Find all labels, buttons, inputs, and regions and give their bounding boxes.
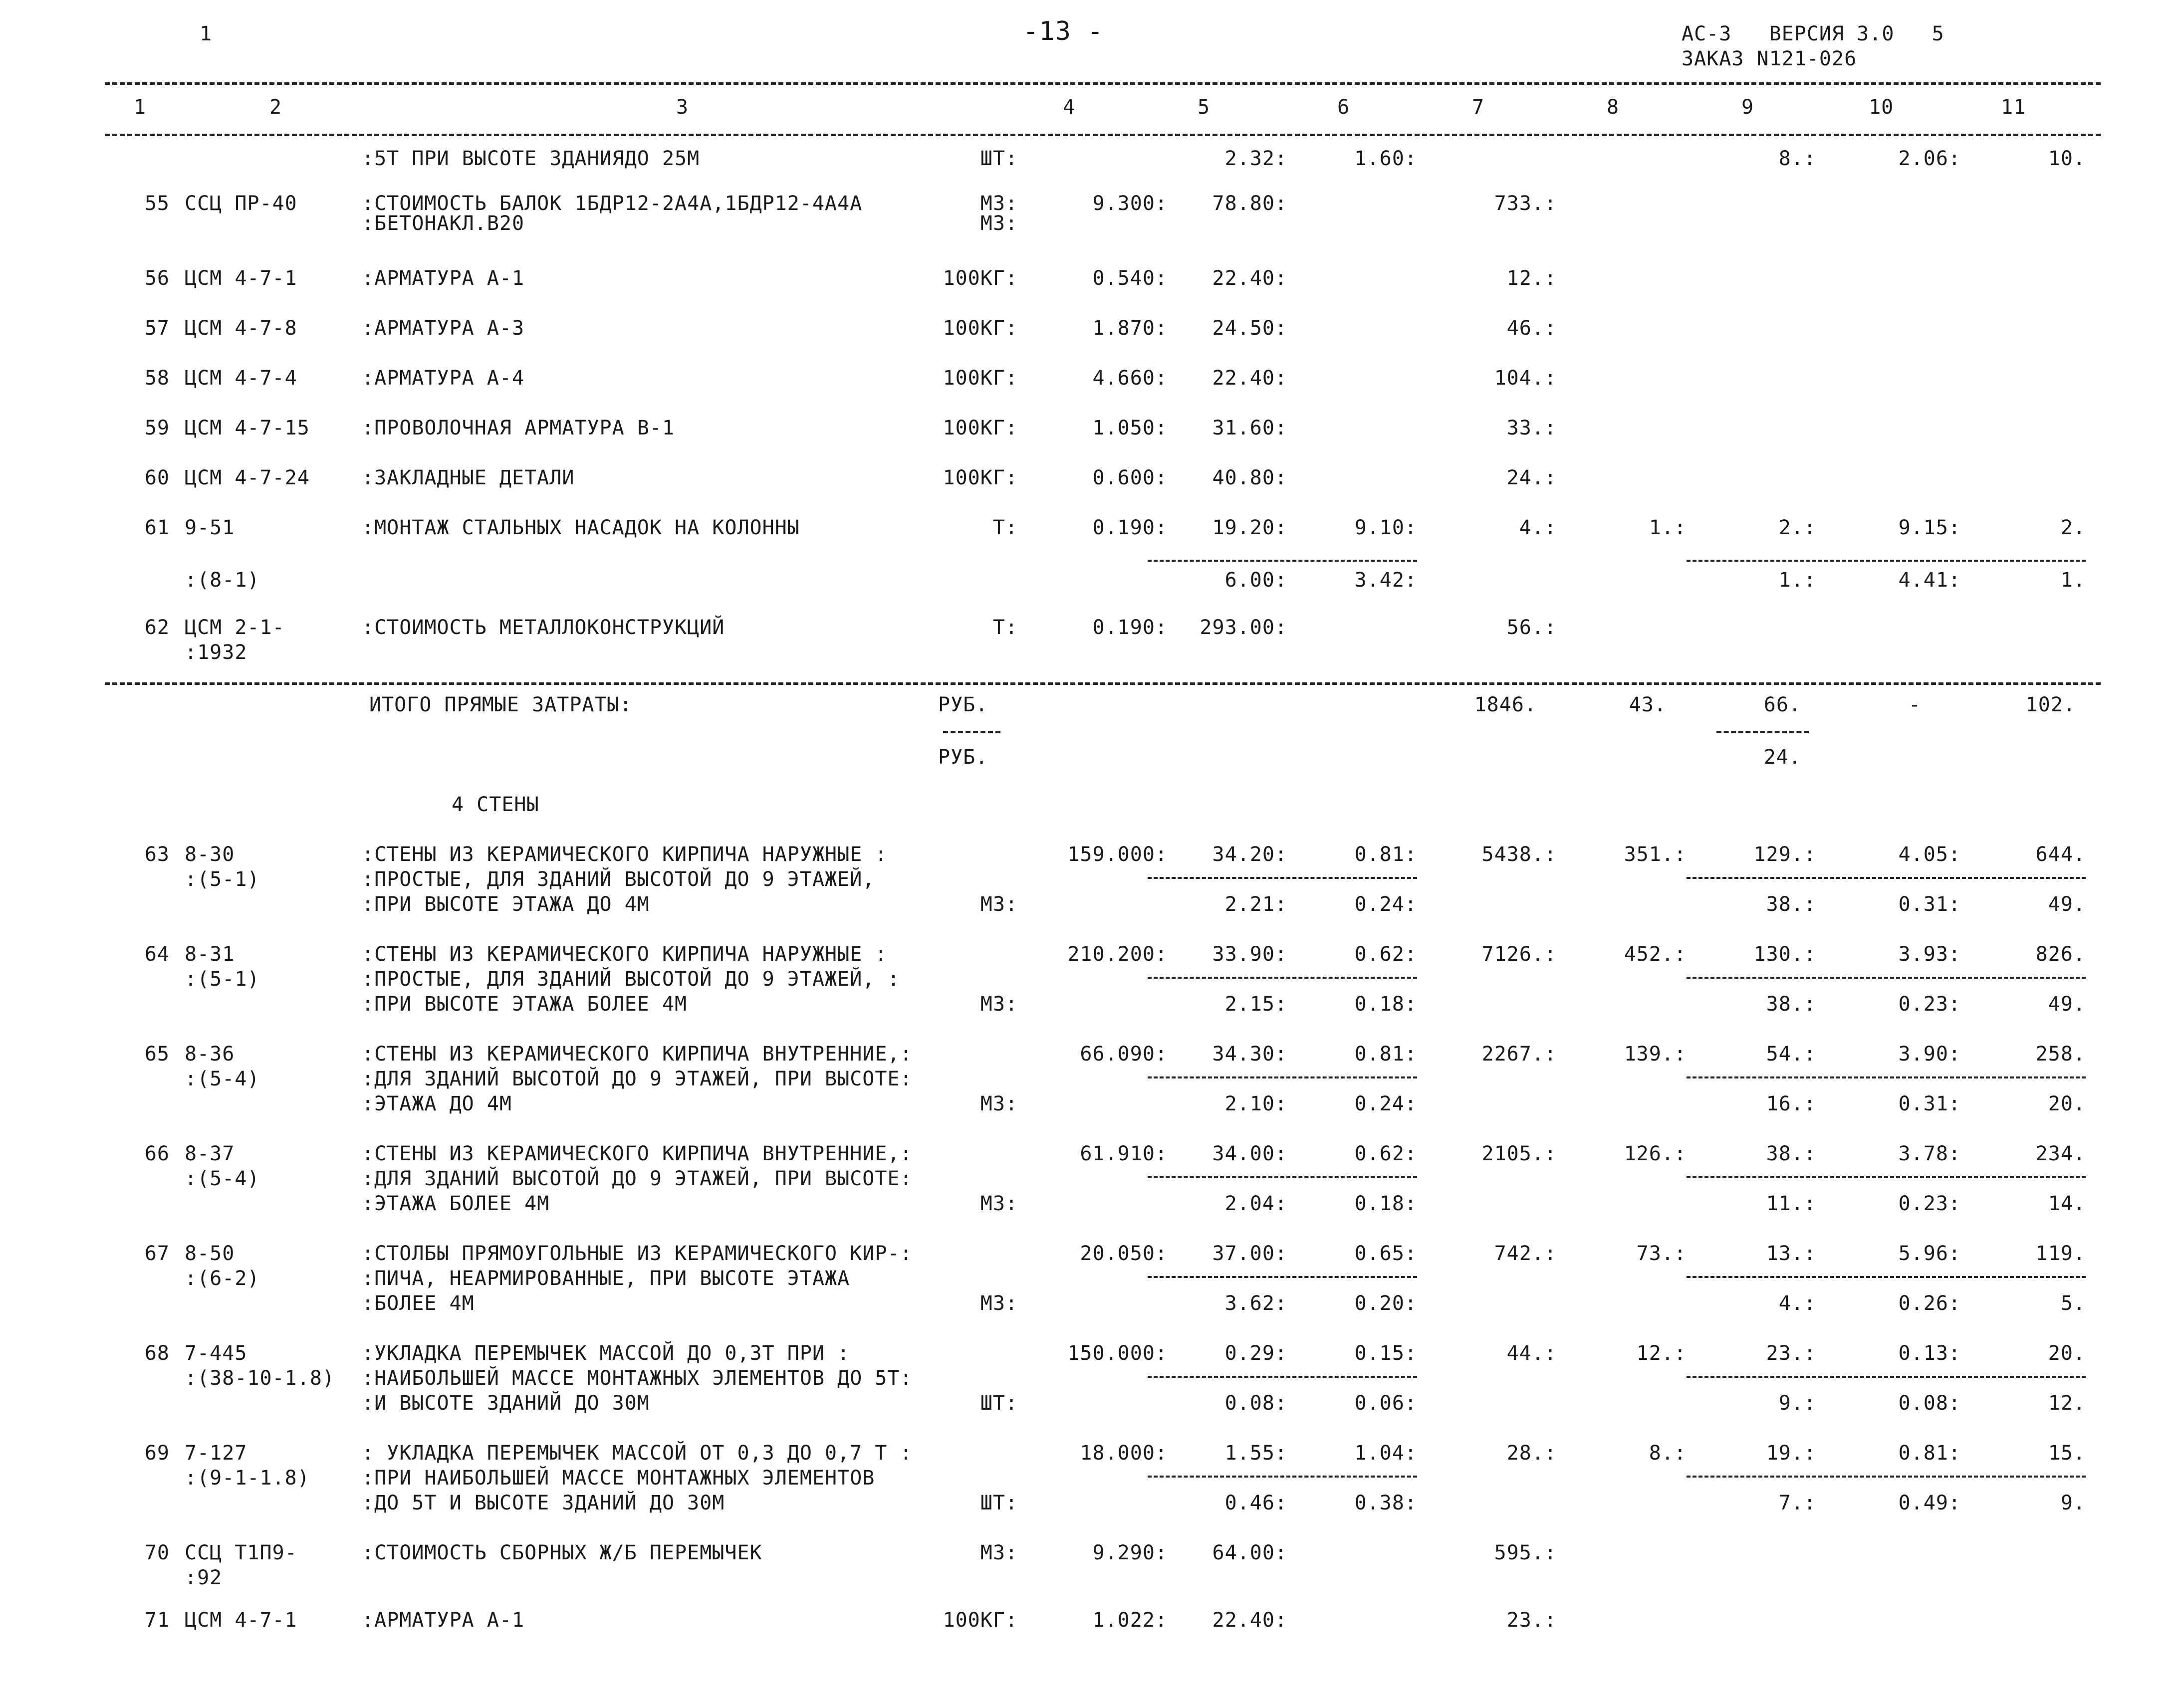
totals-c11: 102. (2025, 693, 2076, 716)
row-57-text: :АРМАТУРА А-3 (362, 317, 525, 340)
row-69-c5b: 0.46: (1224, 1492, 1287, 1514)
row-70-c4: 9.290: (1092, 1541, 1168, 1564)
row-63-c6b: 0.24: (1354, 893, 1417, 916)
row-69-text-1: : УКЛАДКА ПЕРЕМЫЧЕК МАССОЙ ОТ 0,3 ДО 0,7 Т : (362, 1442, 913, 1465)
row-66-text-2: :ДЛЯ ЗДАНИЙ ВЫСОТОЙ ДО 9 ЭТАЖЕЙ, ПРИ ВЫСОТЕ: (362, 1167, 913, 1190)
row-67-c9b: 4.: (1778, 1292, 1816, 1315)
col-header-6: 6 (1337, 96, 1350, 119)
row-70-c5: 64.00: (1212, 1541, 1287, 1564)
row-69-sub-rule-b (1687, 1476, 2086, 1478)
row-67-sub-rule-b (1687, 1276, 2086, 1278)
row-55-c7: 733.: (1494, 192, 1557, 215)
row-67-c6b: 0.20: (1354, 1292, 1417, 1315)
row-56-n: 56 (144, 267, 170, 290)
col-header-2: 2 (269, 96, 282, 119)
row-61-c7: 4.: (1519, 516, 1557, 539)
row-68-text-2: :НАИБОЛЬШЕЙ МАССЕ МОНТАЖНЫХ ЭЛЕМЕНТОВ ДО 5Т: (362, 1367, 913, 1390)
row-65-c11b: 20. (2048, 1092, 2086, 1115)
row-69-c9: 19.: (1766, 1442, 1816, 1465)
row-cont-2-unit: М3: (980, 212, 1018, 235)
doc-version: AC-3 BEPCИЯ 3.0 5 (1682, 22, 1944, 45)
row-cont-0-c11: 10. (2048, 147, 2086, 170)
row-68-c9b: 9.: (1778, 1392, 1816, 1415)
row-67-unit: М3: (980, 1292, 1018, 1315)
row-68-c6: 0.15: (1354, 1342, 1417, 1365)
row-62-c4: 0.190: (1092, 616, 1168, 639)
row-63-sub-rule-b (1687, 877, 2086, 879)
row-63-code-2: :(5-1) (185, 868, 260, 891)
row-63-c8: 351.: (1624, 843, 1687, 866)
row-64-c7: 7126.: (1481, 943, 1557, 966)
row-67-c11b: 5. (2060, 1292, 2086, 1315)
row-cont-11-code: :1932 (185, 641, 247, 664)
row-57-c7: 46.: (1506, 317, 1557, 340)
row-59-c5: 31.60: (1212, 417, 1287, 439)
section-title: 4 СТЕНЫ (452, 793, 539, 816)
row-cont-9-c6: 3.42: (1354, 569, 1417, 592)
row-64-c6b: 0.18: (1354, 993, 1417, 1016)
totals-c10: - (1908, 693, 1921, 716)
row-64-c11: 826. (2035, 943, 2086, 966)
row-68-code-2: :(38-10-1.8) (185, 1367, 335, 1390)
row-61-c10: 9.15: (1898, 516, 1961, 539)
row-66-code: 8-37 (185, 1142, 235, 1165)
row-59-unit: 100КГ: (943, 417, 1018, 439)
row-61-c4: 0.190: (1092, 516, 1168, 539)
row-63-n: 63 (144, 843, 170, 866)
row-67-c6: 0.65: (1354, 1242, 1417, 1265)
row-62-n: 62 (144, 616, 170, 639)
row-68-sub-rule-b (1687, 1376, 2086, 1378)
row-64-c10b: 0.23: (1898, 993, 1961, 1016)
row-66-n: 66 (144, 1142, 170, 1165)
row-71-code: ЦСМ 4-7-1 (185, 1609, 297, 1632)
row-71-text: :АРМАТУРА А-1 (362, 1609, 525, 1632)
row-69-c6: 1.04: (1354, 1442, 1417, 1465)
row-63-code: 8-30 (185, 843, 235, 866)
row-65-c7: 2267.: (1481, 1043, 1557, 1066)
row-61-sub-rule-b (1687, 560, 2086, 562)
row-58-unit: 100КГ: (943, 367, 1018, 390)
row-58-n: 58 (144, 367, 170, 390)
row-66-c6: 0.62: (1354, 1142, 1417, 1165)
row-68-text-1: :УКЛАДКА ПЕРЕМЫЧЕК МАССОЙ ДО 0,3Т ПРИ : (362, 1342, 850, 1365)
row-69-c4: 18.000: (1080, 1442, 1168, 1465)
row-67-c5b: 3.62: (1224, 1292, 1287, 1315)
row-65-c11: 258. (2035, 1043, 2086, 1066)
col-header-10: 10 (1869, 96, 1894, 119)
col-header-5: 5 (1198, 96, 1211, 119)
row-56-c5: 22.40: (1212, 267, 1287, 290)
row-69-text-3: :ДО 5Т И ВЫСОТЕ ЗДАНИЙ ДО 30М (362, 1492, 725, 1514)
row-64-c6: 0.62: (1354, 943, 1417, 966)
totals-unit-2: РУБ. (938, 746, 988, 769)
row-64-code: 8-31 (185, 943, 235, 966)
row-55-n: 55 (144, 192, 170, 215)
row-66-c5: 34.00: (1212, 1142, 1287, 1165)
row-65-c6: 0.81: (1354, 1043, 1417, 1066)
row-64-sub-rule-a (1148, 977, 1417, 979)
row-62-code: ЦСМ 2-1- (185, 616, 285, 639)
row-63-c10b: 0.31: (1898, 893, 1961, 916)
row-56-text: :АРМАТУРА А-1 (362, 267, 525, 290)
row-65-c4: 66.090: (1080, 1043, 1168, 1066)
row-67-text-2: :ПИЧА, НЕАРМИРОВАННЫЕ, ПРИ ВЫСОТЕ ЭТАЖА (362, 1267, 850, 1290)
row-68-text-3: :И ВЫСОТЕ ЗДАНИЙ ДО 30М (362, 1392, 650, 1415)
row-60-code: ЦСМ 4-7-24 (185, 466, 310, 489)
row-62-text: :СТОИМОСТЬ МЕТАЛЛОКОНСТРУКЦИЙ (362, 616, 725, 639)
col-header-4: 4 (1063, 96, 1076, 119)
row-66-sub-rule-b (1687, 1176, 2086, 1178)
row-68-unit: ШТ: (980, 1392, 1018, 1415)
row-cont-0-c5: 2.32: (1224, 147, 1287, 170)
row-69-c10b: 0.49: (1898, 1492, 1961, 1514)
row-63-sub-rule-a (1148, 877, 1417, 879)
row-70-text: :СТОИМОСТЬ СБОРНЫХ Ж/Б ПЕРЕМЫЧЕК (362, 1541, 762, 1564)
row-67-code-2: :(6-2) (185, 1267, 260, 1290)
row-69-c5: 1.55: (1224, 1442, 1287, 1465)
row-60-n: 60 (144, 466, 170, 489)
row-61-unit: Т: (992, 516, 1018, 539)
row-64-text-1: :СТЕНЫ ИЗ КЕРАМИЧЕСКОГО КИРПИЧА НАРУЖНЫЕ : (362, 943, 888, 966)
row-64-code-2: :(5-1) (185, 968, 260, 991)
totals-unit: РУБ. (938, 693, 988, 716)
row-68-c6b: 0.06: (1354, 1392, 1417, 1415)
row-56-unit: 100КГ: (943, 267, 1018, 290)
row-55-text: :СТОИМОСТЬ БАЛОК 1БДР12-2А4А,1БДР12-4А4А (362, 192, 863, 215)
row-65-c5: 34.30: (1212, 1043, 1287, 1066)
row-64-c5: 33.90: (1212, 943, 1287, 966)
row-56-c4: 0.540: (1092, 267, 1168, 290)
row-66-c9b: 11.: (1766, 1192, 1816, 1215)
row-57-unit: 100КГ: (943, 317, 1018, 340)
row-63-c5b: 2.21: (1224, 893, 1287, 916)
header-rule (105, 134, 2101, 136)
row-66-text-1: :СТЕНЫ ИЗ КЕРАМИЧЕСКОГО КИРПИЧА ВНУТРЕННИЕ,: (362, 1142, 913, 1165)
row-59-n: 59 (144, 417, 170, 439)
row-69-n: 69 (144, 1442, 170, 1465)
row-67-c10b: 0.26: (1898, 1292, 1961, 1315)
row-65-c10b: 0.31: (1898, 1092, 1961, 1115)
row-65-n: 65 (144, 1043, 170, 1066)
row-70-code-2: :92 (185, 1566, 223, 1589)
row-70-n: 70 (144, 1541, 170, 1564)
row-66-c8: 126.: (1624, 1142, 1687, 1165)
row-66-c10b: 0.23: (1898, 1192, 1961, 1215)
row-58-c7: 104.: (1494, 367, 1557, 390)
order-number: ЗАКАЗ N121-026 (1682, 47, 1857, 70)
row-60-unit: 100КГ: (943, 466, 1018, 489)
totals-label: ИТОГО ПРЯМЫЕ ЗАТРАТЫ: (369, 693, 632, 716)
row-67-n: 67 (144, 1242, 170, 1265)
row-66-c9: 38.: (1766, 1142, 1816, 1165)
row-64-unit: М3: (980, 993, 1018, 1016)
row-71-unit: 100КГ: (943, 1609, 1018, 1632)
row-64-text-3: :ПРИ ВЫСОТЕ ЭТАЖА БОЛЕЕ 4М (362, 993, 688, 1016)
row-cont-0-unit: ШТ: (980, 147, 1018, 170)
row-63-unit: М3: (980, 893, 1018, 916)
row-65-c9b: 16.: (1766, 1092, 1816, 1115)
row-67-c7: 742.: (1494, 1242, 1557, 1265)
row-65-text-1: :СТЕНЫ ИЗ КЕРАМИЧЕСКОГО КИРПИЧА ВНУТРЕННИЕ,: (362, 1043, 913, 1066)
row-67-code: 8-50 (185, 1242, 235, 1265)
page-number: -13 - (1023, 16, 1104, 46)
row-64-c11b: 49. (2048, 993, 2086, 1016)
row-67-sub-rule-a (1148, 1276, 1417, 1278)
row-63-c6: 0.81: (1354, 843, 1417, 866)
row-69-c8: 8.: (1649, 1442, 1687, 1465)
row-63-c7: 5438.: (1481, 843, 1557, 866)
row-58-c4: 4.660: (1092, 367, 1168, 390)
row-61-c5: 19.20: (1212, 516, 1287, 539)
row-66-c5b: 2.04: (1224, 1192, 1287, 1215)
col-header-7: 7 (1472, 96, 1485, 119)
row-65-c8: 139.: (1624, 1043, 1687, 1066)
row-67-c8: 73.: (1636, 1242, 1687, 1265)
row-cont-0-c10: 2.06: (1898, 147, 1961, 170)
row-63-text-2: :ПРОСТЫЕ, ДЛЯ ЗДАНИЙ ВЫСОТОЙ ДО 9 ЭТАЖЕЙ, (362, 868, 875, 891)
totals-c7: 1846. (1474, 693, 1537, 716)
row-66-code-2: :(5-4) (185, 1167, 260, 1190)
row-64-c5b: 2.15: (1224, 993, 1287, 1016)
row-71-c4: 1.022: (1092, 1609, 1168, 1632)
row-61-c11: 2. (2060, 516, 2086, 539)
top-rule (105, 82, 2101, 85)
row-68-c9: 23.: (1766, 1342, 1816, 1365)
row-64-c9: 130.: (1753, 943, 1816, 966)
row-71-n: 71 (144, 1609, 170, 1632)
row-56-c7: 12.: (1506, 267, 1557, 290)
row-63-c9: 129.: (1753, 843, 1816, 866)
col-header-3: 3 (676, 96, 689, 119)
row-64-c4: 210.200: (1067, 943, 1168, 966)
row-63-c9b: 38.: (1766, 893, 1816, 916)
row-68-c7: 44.: (1506, 1342, 1557, 1365)
row-65-code: 8-36 (185, 1043, 235, 1066)
row-65-c5b: 2.10: (1224, 1092, 1287, 1115)
row-63-c5: 34.20: (1212, 843, 1287, 866)
row-69-code: 7-127 (185, 1442, 247, 1465)
row-cont-0-c9: 8.: (1778, 147, 1816, 170)
row-67-text-3: :БОЛЕЕ 4М (362, 1292, 475, 1315)
row-68-c5b: 0.08: (1224, 1392, 1287, 1415)
row-59-c4: 1.050: (1092, 417, 1168, 439)
row-70-code: ССЦ Т1П9- (185, 1541, 297, 1564)
totals-c9b: 24. (1763, 746, 1801, 769)
row-67-c11: 119. (2035, 1242, 2086, 1265)
row-64-n: 64 (144, 943, 170, 966)
row-69-code-2: :(9-1-1.8) (185, 1467, 310, 1490)
row-69-c9b: 7.: (1778, 1492, 1816, 1514)
row-55-code: ССЦ ПР-40 (185, 192, 297, 215)
row-66-sub-rule-a (1148, 1176, 1417, 1178)
row-55-c5: 78.80: (1212, 192, 1287, 215)
row-66-text-3: :ЭТАЖА БОЛЕЕ 4М (362, 1192, 550, 1215)
row-65-text-3: :ЭТАЖА ДО 4М (362, 1092, 512, 1115)
row-64-c8: 452.: (1624, 943, 1687, 966)
row-66-c11b: 14. (2048, 1192, 2086, 1215)
totals-sub-rule (943, 731, 1000, 733)
row-71-c7: 23.: (1506, 1609, 1557, 1632)
row-68-c4: 150.000: (1067, 1342, 1168, 1365)
row-67-text-1: :СТОЛБЫ ПРЯМОУГОЛЬНЫЕ ИЗ КЕРАМИЧЕСКОГО КИР-: (362, 1242, 913, 1265)
row-64-c9b: 38.: (1766, 993, 1816, 1016)
row-63-c11: 644. (2035, 843, 2086, 866)
row-65-c6b: 0.24: (1354, 1092, 1417, 1115)
row-69-c11b: 9. (2060, 1492, 2086, 1514)
row-63-c10: 4.05: (1898, 843, 1961, 866)
row-cont-0-c6: 1.60: (1354, 147, 1417, 170)
row-61-n: 61 (144, 516, 170, 539)
row-67-c4: 20.050: (1080, 1242, 1168, 1265)
row-66-c6b: 0.18: (1354, 1192, 1417, 1215)
row-cont-9-c11: 1. (2060, 569, 2086, 592)
row-67-c10: 5.96: (1898, 1242, 1961, 1265)
row-69-c6b: 0.38: (1354, 1492, 1417, 1514)
row-68-c10: 0.13: (1898, 1342, 1961, 1365)
row-68-sub-rule-a (1148, 1376, 1417, 1378)
row-65-sub-rule-b (1687, 1076, 2086, 1078)
row-64-sub-rule-b (1687, 977, 2086, 979)
totals-c8: 43. (1629, 693, 1667, 716)
row-57-n: 57 (144, 317, 170, 340)
row-71-c5: 22.40: (1212, 1609, 1287, 1632)
row-58-code: ЦСМ 4-7-4 (185, 367, 297, 390)
row-57-c4: 1.870: (1092, 317, 1168, 340)
row-63-c11b: 49. (2048, 893, 2086, 916)
row-70-c7: 595.: (1494, 1541, 1557, 1564)
row-69-text-2: :ПРИ НАИБОЛЬШЕЙ МАССЕ МОНТАЖНЫХ ЭЛЕМЕНТОВ (362, 1467, 875, 1490)
row-66-unit: М3: (980, 1192, 1018, 1215)
row-62-c5: 293.00: (1200, 616, 1287, 639)
row-58-c5: 22.40: (1212, 367, 1287, 390)
row-69-c11: 15. (2048, 1442, 2086, 1465)
row-69-sub-rule-a (1148, 1476, 1417, 1478)
row-68-c10b: 0.08: (1898, 1392, 1961, 1415)
row-59-c7: 33.: (1506, 417, 1557, 439)
row-65-text-2: :ДЛЯ ЗДАНИЙ ВЫСОТОЙ ДО 9 ЭТАЖЕЙ, ПРИ ВЫСОТЕ: (362, 1068, 913, 1090)
row-60-text: :ЗАКЛАДНЫЕ ДЕТАЛИ (362, 466, 575, 489)
row-67-c5: 37.00: (1212, 1242, 1287, 1265)
row-59-code: ЦСМ 4-7-15 (185, 417, 310, 439)
row-63-c4: 159.000: (1067, 843, 1168, 866)
row-66-c4: 61.910: (1080, 1142, 1168, 1165)
col-header-11: 11 (2001, 96, 2026, 119)
row-60-c7: 24.: (1506, 466, 1557, 489)
row-69-c10: 0.81: (1898, 1442, 1961, 1465)
row-68-n: 68 (144, 1342, 170, 1365)
row-64-text-2: :ПРОСТЫЕ, ДЛЯ ЗДАНИЙ ВЫСОТОЙ ДО 9 ЭТАЖЕЙ, : (362, 968, 900, 991)
row-56-code: ЦСМ 4-7-1 (185, 267, 297, 290)
row-68-code: 7-445 (185, 1342, 247, 1365)
row-63-text-3: :ПРИ ВЫСОТЕ ЭТАЖА ДО 4М (362, 893, 650, 916)
row-65-c10: 3.90: (1898, 1043, 1961, 1066)
row-65-sub-rule-a (1148, 1076, 1417, 1078)
row-69-unit: ШТ: (980, 1492, 1018, 1514)
row-69-c7: 28.: (1506, 1442, 1557, 1465)
row-cont-2-text: :БЕТОНАКЛ.В20 (362, 212, 525, 235)
row-62-unit: Т: (992, 616, 1018, 639)
totals-c9: 66. (1763, 693, 1801, 716)
row-57-code: ЦСМ 4-7-8 (185, 317, 297, 340)
row-67-c9: 13.: (1766, 1242, 1816, 1265)
row-65-unit: М3: (980, 1092, 1018, 1115)
row-65-c9: 54.: (1766, 1043, 1816, 1066)
col-header-1: 1 (134, 96, 147, 119)
row-66-c7: 2105.: (1481, 1142, 1557, 1165)
row-63-text-1: :СТЕНЫ ИЗ КЕРАМИЧЕСКОГО КИРПИЧА НАРУЖНЫЕ : (362, 843, 888, 866)
col-header-8: 8 (1607, 96, 1620, 119)
row-64-c10: 3.93: (1898, 943, 1961, 966)
totals-sub-rule-2 (1716, 731, 1809, 733)
row-55-unit: М3: (980, 192, 1018, 215)
row-cont-0-text: :5Т ПРИ ВЫСОТЕ ЗДАНИЯДО 25М (362, 147, 700, 170)
row-61-sub-rule-a (1148, 560, 1417, 562)
row-cont-9-code: :(8-1) (185, 569, 260, 592)
row-cont-9-c10: 4.41: (1898, 569, 1961, 592)
row-55-c4: 9.300: (1092, 192, 1168, 215)
row-70-unit: М3: (980, 1541, 1018, 1564)
row-61-c8: 1.: (1649, 516, 1687, 539)
row-cont-9-c9: 1.: (1778, 569, 1816, 592)
row-57-c5: 24.50: (1212, 317, 1287, 340)
row-66-c11: 234. (2035, 1142, 2086, 1165)
row-68-c8: 12.: (1636, 1342, 1687, 1365)
row-61-text: :МОНТАЖ СТАЛЬНЫХ НАСАДОК НА КОЛОННЫ (362, 516, 800, 539)
row-68-c5: 0.29: (1224, 1342, 1287, 1365)
row-61-c9: 2.: (1778, 516, 1816, 539)
row-61-c6: 9.10: (1354, 516, 1417, 539)
row-60-c5: 40.80: (1212, 466, 1287, 489)
row-66-c10: 3.78: (1898, 1142, 1961, 1165)
row-65-code-2: :(5-4) (185, 1068, 260, 1090)
row-cont-9-c5: 6.00: (1224, 569, 1287, 592)
col-header-9: 9 (1741, 96, 1754, 119)
row-58-text: :АРМАТУРА А-4 (362, 367, 525, 390)
row-62-c7: 56.: (1506, 616, 1557, 639)
row-61-code: 9-51 (185, 516, 235, 539)
row-59-text: :ПРОВОЛОЧНАЯ АРМАТУРА В-1 (362, 417, 675, 439)
row-68-c11b: 12. (2048, 1392, 2086, 1415)
row-60-c4: 0.600: (1092, 466, 1168, 489)
row-68-c11: 20. (2048, 1342, 2086, 1365)
totals-rule (105, 682, 2101, 685)
left-mark: 1 (200, 22, 213, 45)
